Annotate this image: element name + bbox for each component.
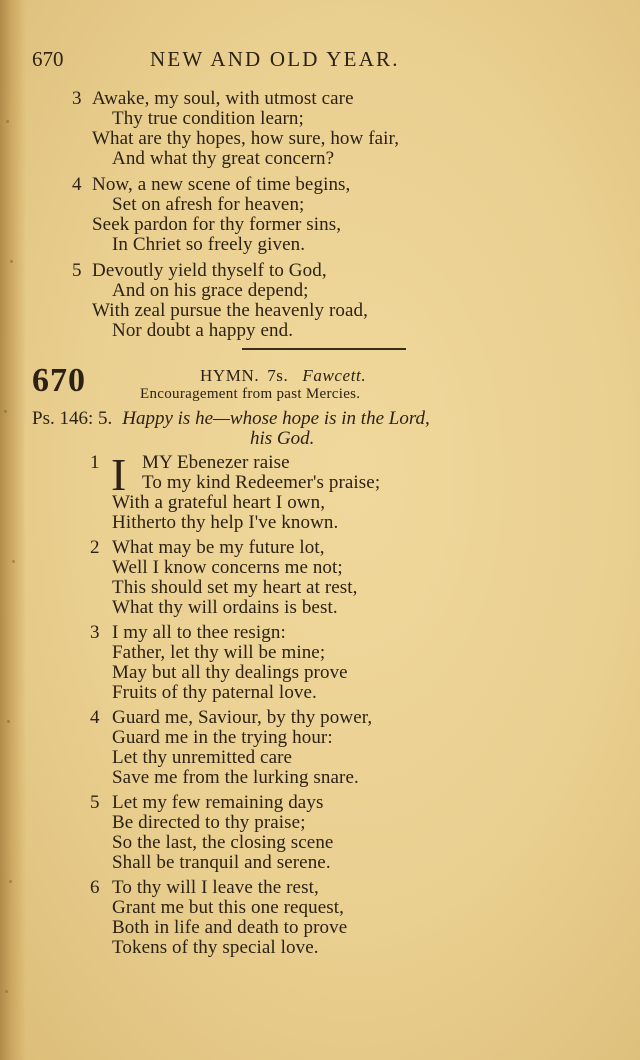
paper-speck xyxy=(7,720,10,723)
verse-line: With a grateful heart I own, xyxy=(112,492,326,513)
hymn-heading xyxy=(200,366,366,386)
hymn-author: Fawcett. xyxy=(302,366,367,385)
verse-line: And what thy great concern? xyxy=(112,148,335,169)
verse-line: Set on afresh for heaven; xyxy=(112,194,305,215)
verse-number: 3 xyxy=(90,622,100,643)
scripture-reference xyxy=(32,408,430,430)
paper-speck xyxy=(12,560,15,563)
verse-line: Shall be tranquil and serene. xyxy=(112,852,331,873)
verse-line: Awake, my soul, with utmost care xyxy=(92,88,354,109)
verse-line: What are thy hopes, how sure, how fair, xyxy=(92,128,400,149)
paper-speck xyxy=(9,880,12,883)
paper-speck xyxy=(4,410,7,413)
verse-number: 4 xyxy=(90,707,100,728)
verse-line: Be directed to thy praise; xyxy=(112,812,306,833)
verse-line: Grant me but this one request, xyxy=(112,897,345,918)
paper-speck xyxy=(6,120,9,123)
verse-line: What may be my future lot, xyxy=(112,537,325,558)
scripture-text: Happy is he—whose hope is in the Lord, xyxy=(122,408,430,429)
hymn-number: 670 xyxy=(32,362,86,399)
verse-line: Seek pardon for thy former sins, xyxy=(92,214,342,235)
hymn-meter: 7s. xyxy=(267,366,289,385)
verse-line: Now, a new scene of time begins, xyxy=(92,174,351,195)
paper-speck xyxy=(10,260,13,263)
hymn-label: HYMN. xyxy=(200,366,260,385)
verse-number: 5 xyxy=(90,792,100,813)
drop-cap: I xyxy=(111,449,127,500)
verse-line: So the last, the closing scene xyxy=(112,832,334,853)
verse-number: 3 xyxy=(72,88,82,109)
verse-number: 5 xyxy=(72,260,82,281)
verse-number: 1 xyxy=(90,452,100,473)
hymn-subtitle: Encouragement from past Mercies. xyxy=(140,386,361,402)
verse-line: With zeal pursue the heavenly road, xyxy=(92,300,369,321)
verse-line: In Chriet so freely given. xyxy=(112,234,306,255)
verse-number: 6 xyxy=(90,877,100,898)
verse-line: Guard me in the trying hour: xyxy=(112,727,333,748)
page-number: 670 xyxy=(32,47,64,71)
scripture-ref: Ps. 146: 5. xyxy=(32,408,113,429)
verse-number: 4 xyxy=(72,174,82,195)
verse-line: Let thy unremitted care xyxy=(112,747,293,768)
verse-line: May but all thy dealings prove xyxy=(112,662,348,683)
verse-line: To thy will I leave the rest, xyxy=(112,877,319,898)
verse-line: Tokens of thy special love. xyxy=(112,937,319,958)
verse-line: This should set my heart at rest, xyxy=(112,577,358,598)
scripture-text-continued: his God. xyxy=(250,428,315,449)
verse-line: I my all to thee resign: xyxy=(112,622,286,643)
verse-number: 2 xyxy=(90,537,100,558)
verse-line: Save me from the lurking snare. xyxy=(112,767,359,788)
running-title: NEW AND OLD YEAR. xyxy=(150,47,400,71)
verse-line: And on his grace depend; xyxy=(112,280,309,301)
verse-line: Let my few remaining days xyxy=(112,792,324,813)
verse-line: Nor doubt a happy end. xyxy=(112,320,294,341)
page-gutter-shadow xyxy=(0,0,26,1060)
verse-line: What thy will ordains is best. xyxy=(112,597,338,618)
verse-line: Father, let thy will be mine; xyxy=(112,642,326,663)
verse-line: Fruits of thy paternal love. xyxy=(112,682,317,703)
verse-line: To my kind Redeemer's praise; xyxy=(142,472,381,493)
verse-line: Guard me, Saviour, by thy power, xyxy=(112,707,373,728)
verse-line: Devoutly yield thyself to God, xyxy=(92,260,327,281)
verse-line: Thy true condition learn; xyxy=(112,108,304,129)
paper-speck xyxy=(5,990,8,993)
section-divider xyxy=(242,348,406,350)
verse-line: MY Ebenezer raise xyxy=(142,452,290,473)
verse-line: Well I know concerns me not; xyxy=(112,557,343,578)
verse-line: Hitherto thy help I've known. xyxy=(112,512,339,533)
verse-line: Both in life and death to prove xyxy=(112,917,348,938)
